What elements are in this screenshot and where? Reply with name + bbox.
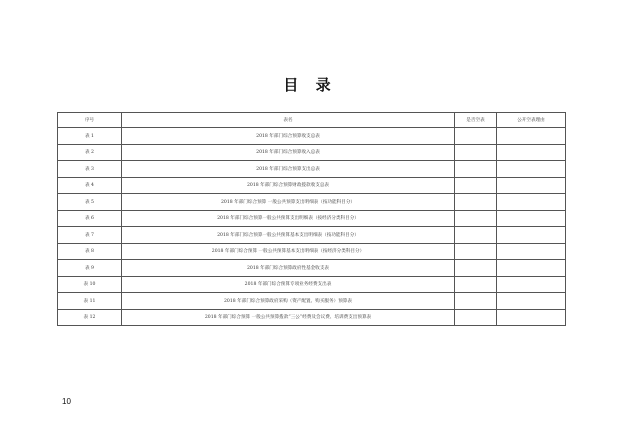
row-explain [497, 144, 566, 161]
table-row [58, 194, 566, 211]
row-explain [497, 210, 566, 227]
row-explain [497, 227, 566, 244]
row-explain [497, 161, 566, 178]
table-row [58, 177, 566, 194]
row-empty [455, 276, 497, 293]
row-empty [455, 161, 497, 178]
header-empty: 是否空表 [455, 113, 497, 128]
row-explain [497, 260, 566, 277]
row-empty [455, 309, 497, 326]
table-row [58, 276, 566, 293]
row-name: 2018 年部门综合预算政府性基金收支表 [122, 260, 455, 277]
row-explain [497, 194, 566, 211]
header-name: 表名 [122, 113, 455, 128]
row-name: 2018 年部门综合预算收入总表 [122, 144, 455, 161]
row-name: 2018 年部门综合预算一般公共预算支出明细表（按经济分类科目分） [122, 210, 455, 227]
table-row [58, 309, 566, 326]
row-name: 2018 年部门综合预算 一般公共预算拨款“三公”经费及会议费、培训费支出预算表 [122, 309, 455, 326]
row-name: 2018 年部门综合预算政府采购（资产配置、购买服务）预算表 [122, 293, 455, 310]
row-name: 2018 年部门综合预算专项业务经费支出表 [122, 276, 455, 293]
row-explain [497, 128, 566, 145]
row-empty [455, 293, 497, 310]
row-no: 表 6 [58, 210, 122, 227]
row-explain [497, 309, 566, 326]
table-row [58, 128, 566, 145]
row-explain [497, 293, 566, 310]
table-row [58, 161, 566, 178]
row-empty [455, 177, 497, 194]
table-header-row [58, 113, 566, 128]
page-number: 10 [62, 397, 71, 406]
row-name: 2018 年部门综合预算财政拨款收支总表 [122, 177, 455, 194]
row-no: 表 4 [58, 177, 122, 194]
row-no: 表 1 [58, 128, 122, 145]
row-explain [497, 243, 566, 260]
table-row [58, 293, 566, 310]
table-row [58, 243, 566, 260]
row-name: 2018 年部门综合预算收支总表 [122, 128, 455, 145]
row-no: 表 2 [58, 144, 122, 161]
row-no: 表 12 [58, 309, 122, 326]
table-row [58, 210, 566, 227]
row-name: 2018 年部门综合预算 一般公共预算支出明细表（按功能科目分） [122, 194, 455, 211]
page-title: 目 录 [283, 76, 337, 94]
row-no: 表 7 [58, 227, 122, 244]
row-empty [455, 144, 497, 161]
row-empty [455, 128, 497, 145]
row-empty [455, 260, 497, 277]
row-explain [497, 177, 566, 194]
row-no: 表 3 [58, 161, 122, 178]
row-empty [455, 227, 497, 244]
toc-table [57, 112, 566, 326]
row-name: 2018 年部门综合预算 一般公共预算基本支出明细表（按经济分类科目分） [122, 243, 455, 260]
row-no: 表 11 [58, 293, 122, 310]
table-row [58, 144, 566, 161]
table-row [58, 260, 566, 277]
row-name: 2018 年部门综合预算支出总表 [122, 161, 455, 178]
row-empty [455, 194, 497, 211]
row-empty [455, 210, 497, 227]
row-no: 表 10 [58, 276, 122, 293]
table-row [58, 227, 566, 244]
row-name: 2018 年部门综合预算一般公共预算基本支出明细表（按功能科目分） [122, 227, 455, 244]
row-empty [455, 243, 497, 260]
row-no: 表 5 [58, 194, 122, 211]
row-explain [497, 276, 566, 293]
header-no: 序号 [58, 113, 122, 128]
row-no: 表 8 [58, 243, 122, 260]
header-explain: 公开空表理由 [497, 113, 566, 128]
row-no: 表 9 [58, 260, 122, 277]
